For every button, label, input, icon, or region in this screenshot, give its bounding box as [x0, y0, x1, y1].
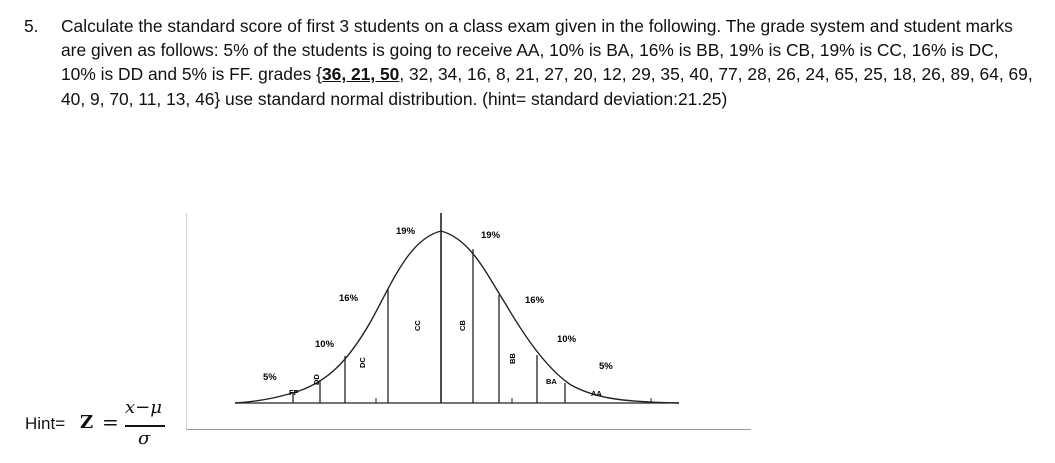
pct-label-bb: 16%	[525, 295, 545, 306]
grade-label-ba: BA	[546, 377, 557, 386]
grade-label-aa: AA	[591, 389, 602, 398]
pct-label-cc: 19%	[396, 226, 416, 237]
grade-label-dc: DC	[358, 357, 367, 368]
grades-brace-open: {	[316, 64, 322, 85]
normal-distribution-figure	[186, 213, 751, 430]
bell-curve-diagram	[187, 213, 751, 429]
hint-label: Hint=	[25, 414, 66, 433]
question-text-after: , 32, 34, 16, 8, 21, 27, 20, 12, 29, 35, 40, 77, 28, 26, 24, 65, 25, 18, 26, 89, 64, 69, 40, 9, 70, 11, 13, 46} use standard normal distribution. (hint= standard deviation:21.25)	[61, 64, 1033, 109]
fraction-numerator: x−μ	[125, 397, 162, 418]
pct-label-ba: 10%	[557, 334, 577, 345]
question-number: 5.	[24, 16, 39, 36]
pct-label-cb: 19%	[481, 230, 501, 241]
hint-formula	[25, 397, 195, 457]
grade-label-bb: BB	[508, 353, 517, 364]
pct-label-dd: 10%	[315, 339, 335, 350]
hint-equals: =	[102, 410, 119, 434]
question-text-before: Calculate the standard score of first 3 students on a class exam given in the following. The grade system and student marks are given as follows: 5% of the students is going to receive AA, 10% is BA, 16% is BB, 19% is CB, 19% is CC, 16% is DC, 10% is DD and 5% is FF. grades	[61, 16, 1013, 85]
grade-label-cb: CB	[458, 320, 467, 331]
fraction-denominator: σ	[138, 428, 151, 449]
fraction-bar	[125, 425, 165, 427]
hint-variable: Z	[80, 412, 94, 433]
pct-label-aa: 5%	[599, 361, 613, 372]
grade-label-dd: DD	[312, 374, 321, 385]
pct-label-dc: 16%	[339, 293, 359, 304]
grade-label-ff: FF	[289, 388, 299, 397]
question-text	[61, 14, 1034, 111]
bell-curve	[235, 231, 679, 403]
grade-label-cc: CC	[413, 320, 422, 331]
question-block	[24, 14, 1034, 111]
highlighted-grades: 36, 21, 50	[321, 64, 400, 85]
pct-label-ff: 5%	[263, 372, 277, 383]
